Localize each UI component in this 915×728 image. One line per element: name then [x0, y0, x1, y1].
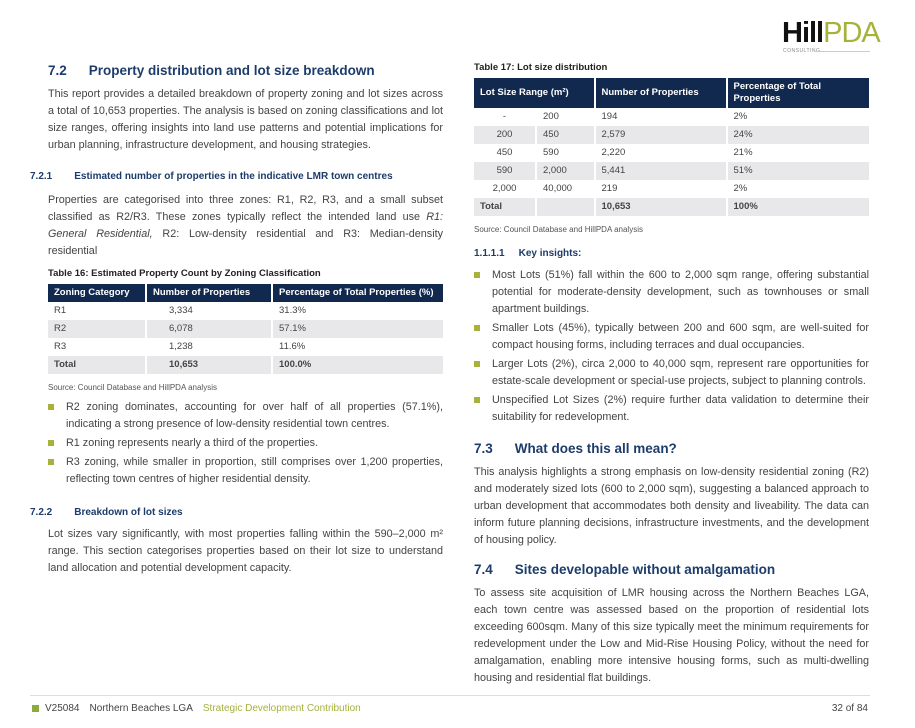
- cell: 219: [595, 180, 727, 198]
- col-header: Zoning Category: [48, 284, 146, 302]
- cell: 3,334: [146, 302, 272, 320]
- table-row: [48, 338, 443, 356]
- footer: [32, 703, 361, 714]
- cell: 2,220: [595, 144, 727, 162]
- table-row: [48, 302, 443, 320]
- cell: 450: [536, 126, 595, 144]
- list-item: Most Lots (51%) fall within the 600 to 2,000 sqm range, offering substantial potential for moderate-density development, such as townhouses or small apartment buildings.: [474, 267, 869, 318]
- cell: 31.3%: [272, 302, 443, 320]
- table-total-row: [474, 198, 869, 216]
- cell: Total: [48, 356, 146, 374]
- cell: R1: [54, 305, 67, 316]
- heading-7-2-1: 7.2.1 Estimated number of properties in the indicative LMR town centres: [30, 171, 393, 182]
- cell: 194: [595, 108, 727, 126]
- table-row: [474, 180, 869, 198]
- cell: 450: [496, 147, 513, 158]
- footer-code: V25084: [45, 703, 80, 714]
- paragraph: This report provides a detailed breakdown of property zoning and lot sizes across a total of 10,653 properties. The analysis is based on zoning classifications and lot size ranges, offering insights into land use patterns and potential implications for urban planning, infrastructure development, and housing strategies.: [48, 88, 443, 151]
- footer-doc-title: Strategic Development Contribution: [202, 703, 361, 714]
- table17-source: Source: Council Database and HillPDA analysis: [474, 225, 643, 234]
- cell: 6,078: [146, 320, 272, 338]
- cell: 57.1%: [272, 320, 443, 338]
- cell: 21%: [727, 144, 870, 162]
- table-row: [474, 126, 869, 144]
- right-column: [474, 62, 869, 687]
- cell: [536, 198, 595, 216]
- cell: 40,000: [536, 180, 595, 198]
- cell: 10,653: [146, 356, 272, 374]
- cell: 2,579: [595, 126, 727, 144]
- cell: 100%: [727, 198, 870, 216]
- table-row: [474, 108, 869, 126]
- left-column: [30, 62, 443, 577]
- paragraph: Lot sizes vary significantly, with most properties falling within the 590–2,000 m² range. This section categorises properties based on their lot size to understand land allocation and potential development capacity.: [48, 528, 443, 574]
- table16-source: Source: Council Database and HillPDA analysis: [48, 383, 217, 392]
- list-item: R2 zoning dominates, accounting for over half of all properties (57.1%), indicating a strong presence of low-density residential town centres.: [48, 399, 443, 433]
- cell: 200: [536, 108, 595, 126]
- paragraph: This analysis highlights a strong emphasis on low-density residential zoning (R2) and moderately sized lots (600 to 2,000 sqm), suggesting a balanced approach to urban development that accommodates both density and liveability. The data can inform future planning decisions, infrastructure investments, and the development of housing policy.: [474, 466, 869, 546]
- heading-7-4: 7.4 Sites developable without amalgamation: [474, 562, 776, 577]
- col-header: Lot Size Range (m²): [474, 78, 595, 108]
- table-total-row: [48, 356, 443, 374]
- footer-bar: [30, 695, 870, 728]
- cell: 2%: [727, 180, 870, 198]
- cell: 1,238: [146, 338, 272, 356]
- page-number: 32 of 84: [831, 703, 868, 714]
- col-header: Percentage of Total Properties (%): [272, 284, 443, 302]
- green-square-icon: [32, 705, 39, 712]
- table-17: [474, 78, 869, 216]
- list-item: R3 zoning, while smaller in proportion, still comprises over 1,200 properties, reflecting town centres of higher residential density.: [48, 454, 443, 488]
- cell: Total: [474, 198, 536, 216]
- table16-caption: Table 16: Estimated Property Count by Zoning Classification: [48, 268, 321, 279]
- table17-caption: Table 17: Lot size distribution: [474, 62, 608, 73]
- table-16: [48, 284, 443, 374]
- col-header: Number of Properties: [146, 284, 272, 302]
- col-header: Number of Properties: [595, 78, 727, 108]
- table-row: [474, 162, 869, 180]
- cell: 11.6%: [272, 338, 443, 356]
- list-item: Unspecified Lot Sizes (2%) require further data validation to determine their suitability for redevelopment.: [474, 392, 869, 426]
- cell: 51%: [727, 162, 870, 180]
- heading-7-3: 7.3 What does this all mean?: [474, 441, 677, 456]
- heading-1-1-1-1: 1.1.1.1 Key insights:: [474, 248, 582, 259]
- cell: -: [502, 111, 507, 122]
- cell: R2: [48, 320, 146, 338]
- heading-7-2-2: 7.2.2 Breakdown of lot sizes: [30, 507, 183, 518]
- cell: 590: [474, 162, 536, 180]
- list-item: R1 zoning represents nearly a third of the properties.: [48, 435, 443, 452]
- cell: 590: [536, 144, 595, 162]
- heading-7-2: 7.2 Property distribution and lot size breakdown: [48, 63, 375, 78]
- cell: 2%: [727, 108, 870, 126]
- cell: 200: [474, 126, 536, 144]
- list-item: Smaller Lots (45%), typically between 200 and 600 sqm, are well-suited for compact housing forms, including terraces and dual occupancies.: [474, 320, 869, 354]
- cell: R3: [54, 341, 67, 352]
- cell: 5,441: [595, 162, 727, 180]
- cell: 100.0%: [272, 356, 443, 374]
- paragraph: Properties are categorised into three zones: R1, R2, R3, and a small subset classified as R2/R3. These zones typically reflect the intended land use R1: General Residential, R2: Low-density residential and R3: Median-density residential: [48, 194, 443, 257]
- cell: 10,653: [595, 198, 727, 216]
- col-header: Percentage of Total Properties: [727, 78, 870, 108]
- bullet-list: [474, 267, 869, 428]
- table-row: [48, 320, 443, 338]
- footer-project: Northern Beaches LGA: [89, 703, 193, 714]
- paragraph: To assess site acquisition of LMR housing across the Northern Beaches LGA, each town centre was assessed based on the proportion of residential lots exceeding 600sqm. Many of this size typically meet the minimum requirements for redevelopment under the Low and Mid-Rise Housing Policy, without the need for amalgamation, enabling more intensive housing forms, such as multi-dwelling housing and residential flat buildings.: [474, 587, 869, 684]
- cell: 2,000: [536, 162, 595, 180]
- list-item: Larger Lots (2%), circa 2,000 to 40,000 sqm, represent rare opportunities for estate-scale development or special-use projects, subject to planning controls.: [474, 356, 869, 390]
- hillpda-logo: HillPDA CONSULTING: [782, 17, 880, 54]
- cell: 24%: [727, 126, 870, 144]
- bullet-list: [48, 399, 443, 490]
- cell: 2,000: [492, 183, 517, 194]
- table-row: [474, 144, 869, 162]
